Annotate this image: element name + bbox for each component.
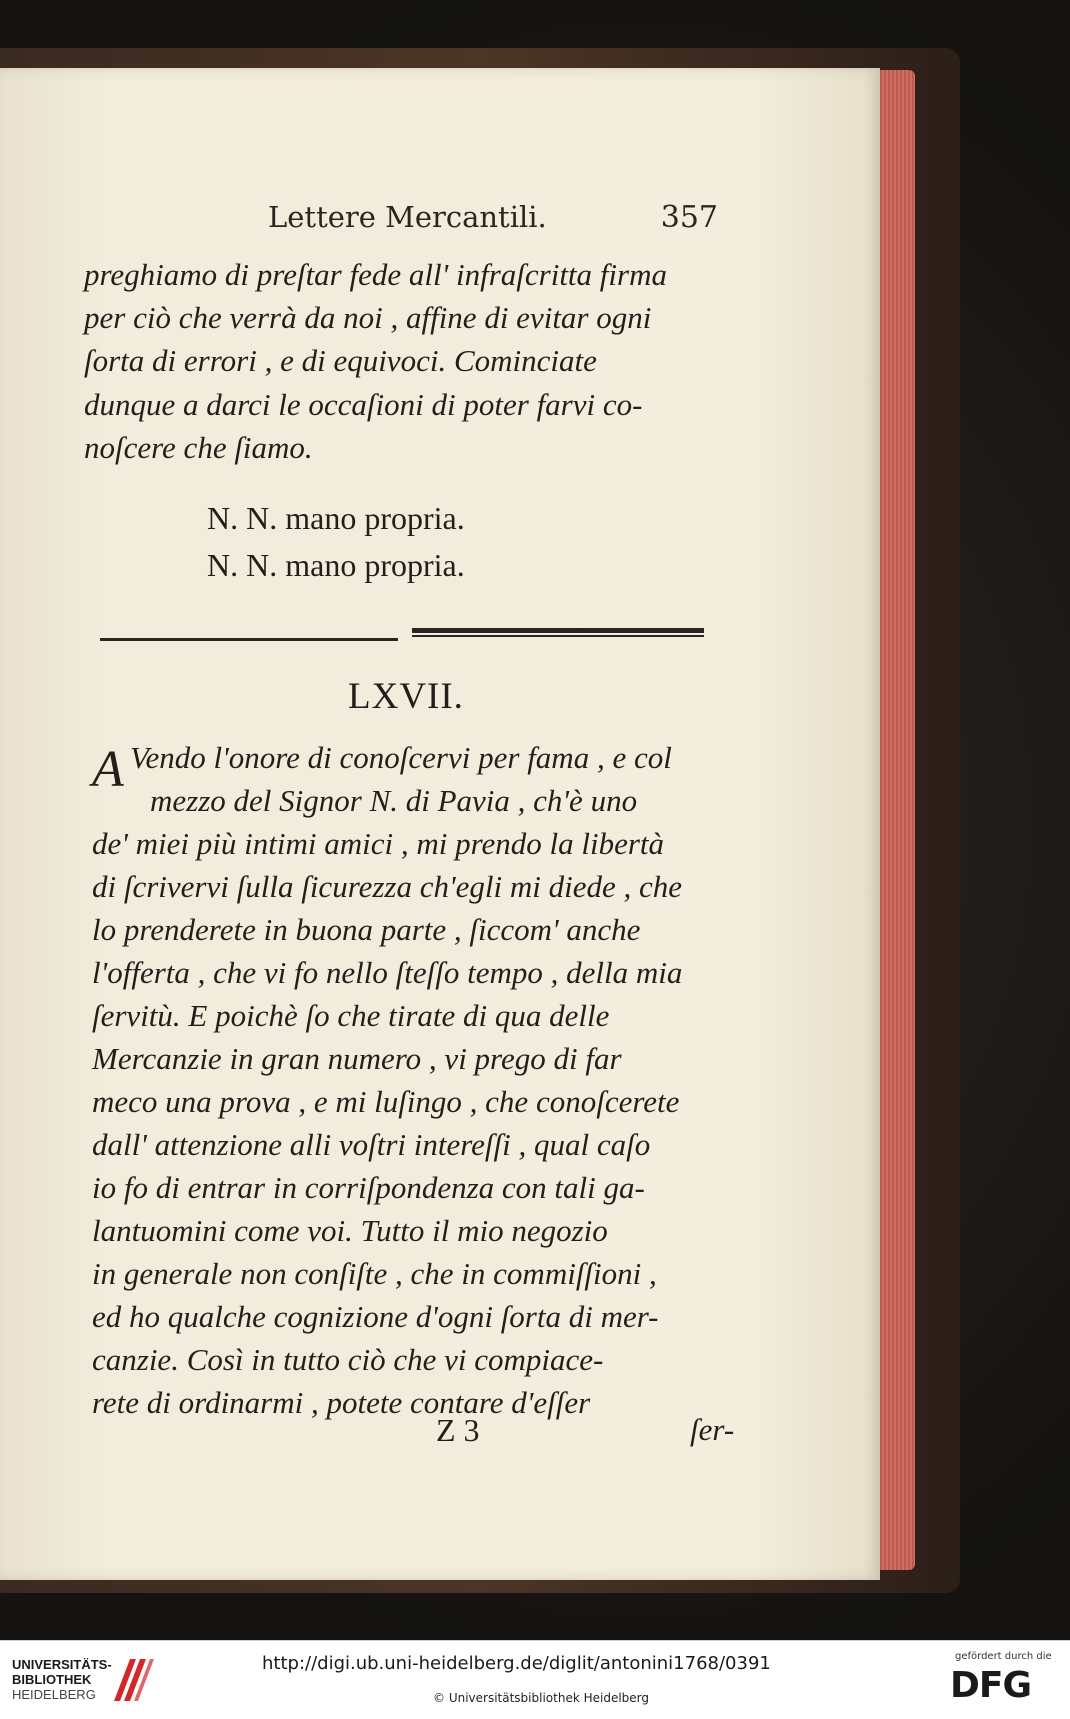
signature-text: N. N. mano propria. (207, 500, 465, 536)
library-name-line: BIBLIOTHEK (12, 1672, 92, 1687)
gathering-signature: Z 3 (436, 1412, 480, 1448)
text-line: canzie. Così in tutto ciò che vi compiace- (92, 1342, 604, 1377)
running-head-title: Lettere Mercantili. (268, 200, 547, 234)
text-line: lantuomini come voi. Tutto il mio negozio (92, 1213, 608, 1248)
text-line: ed ho qualche cognizione d'ogni ſorta di mer- (92, 1299, 659, 1334)
divider-rule (100, 638, 398, 641)
text-line: dall' attenzione alli voſtri intereſſi , qual caſo (92, 1127, 651, 1162)
running-head (268, 200, 718, 250)
text-line: Vendo l'onore di conoſcervi per fama , e col (130, 740, 672, 775)
divider-rule (412, 628, 704, 633)
library-name-line: UNIVERSITÄTS- (12, 1657, 112, 1672)
text-line: mezzo del Signor N. di Pavia , ch'è uno (150, 783, 638, 818)
drop-cap: A (92, 741, 124, 798)
signature-text: N. N. mano propria. (207, 547, 465, 583)
text-line: de' miei più intimi amici , mi prendo la libertà (92, 826, 665, 861)
page-number: 357 (660, 200, 718, 235)
text-line: preghiamo di preſtar fede all' infraſcritta firma (84, 257, 667, 292)
dfg-logo[interactable]: DFG (950, 1665, 1032, 1706)
text-line: io fo di entrar in corriſpondenza con tali ga- (92, 1170, 645, 1205)
text-line: ſervitù. E poichè ſo che tirate di qua delle (92, 998, 610, 1033)
text-line: dunque a darci le occaſioni di poter farvi co- (84, 387, 643, 422)
text-line: di ſcrivervi ſulla ſicurezza ch'egli mi diede , che (92, 869, 683, 904)
text-line: per ciò che verrà da noi , affine di evitar ogni (84, 300, 652, 335)
text-line: noſcere che ſiamo. (84, 430, 313, 465)
library-emblem-icon (110, 1651, 154, 1709)
text-line: in generale non conſiſte , che in commiſſioni , (92, 1256, 657, 1291)
text-line: meco una prova , e mi luſingo , che conoſcerete (92, 1084, 680, 1119)
footer-bar (0, 1640, 1070, 1719)
library-logo-text[interactable] (12, 1657, 112, 1702)
permalink-url[interactable]: http://digi.ub.uni-heidelberg.de/diglit/antonini1768/0391 (262, 1653, 771, 1674)
funder-label: gefördert durch die (955, 1651, 1052, 1662)
signature-line (207, 547, 465, 584)
letter-number: LXVII. (348, 676, 464, 717)
library-name-line: HEIDELBERG (12, 1687, 96, 1702)
text-line: Mercanzie in gran numero , vi prego di far (92, 1041, 622, 1076)
text-line: lo prenderete in buona parte , ſiccom' anche (92, 912, 641, 947)
catchword: ſer- (690, 1412, 735, 1447)
signature-line (207, 500, 465, 537)
text-line: ſorta di errori , e di equivoci. Cominciate (84, 343, 597, 378)
text-line: l'offerta , che vi fo nello ſteſſo tempo , della mia (92, 955, 683, 990)
copyright-notice: © Universitätsbibliothek Heidelberg (433, 1691, 650, 1705)
text-line: rete di ordinarmi , potete contare d'eſſer (92, 1385, 591, 1420)
